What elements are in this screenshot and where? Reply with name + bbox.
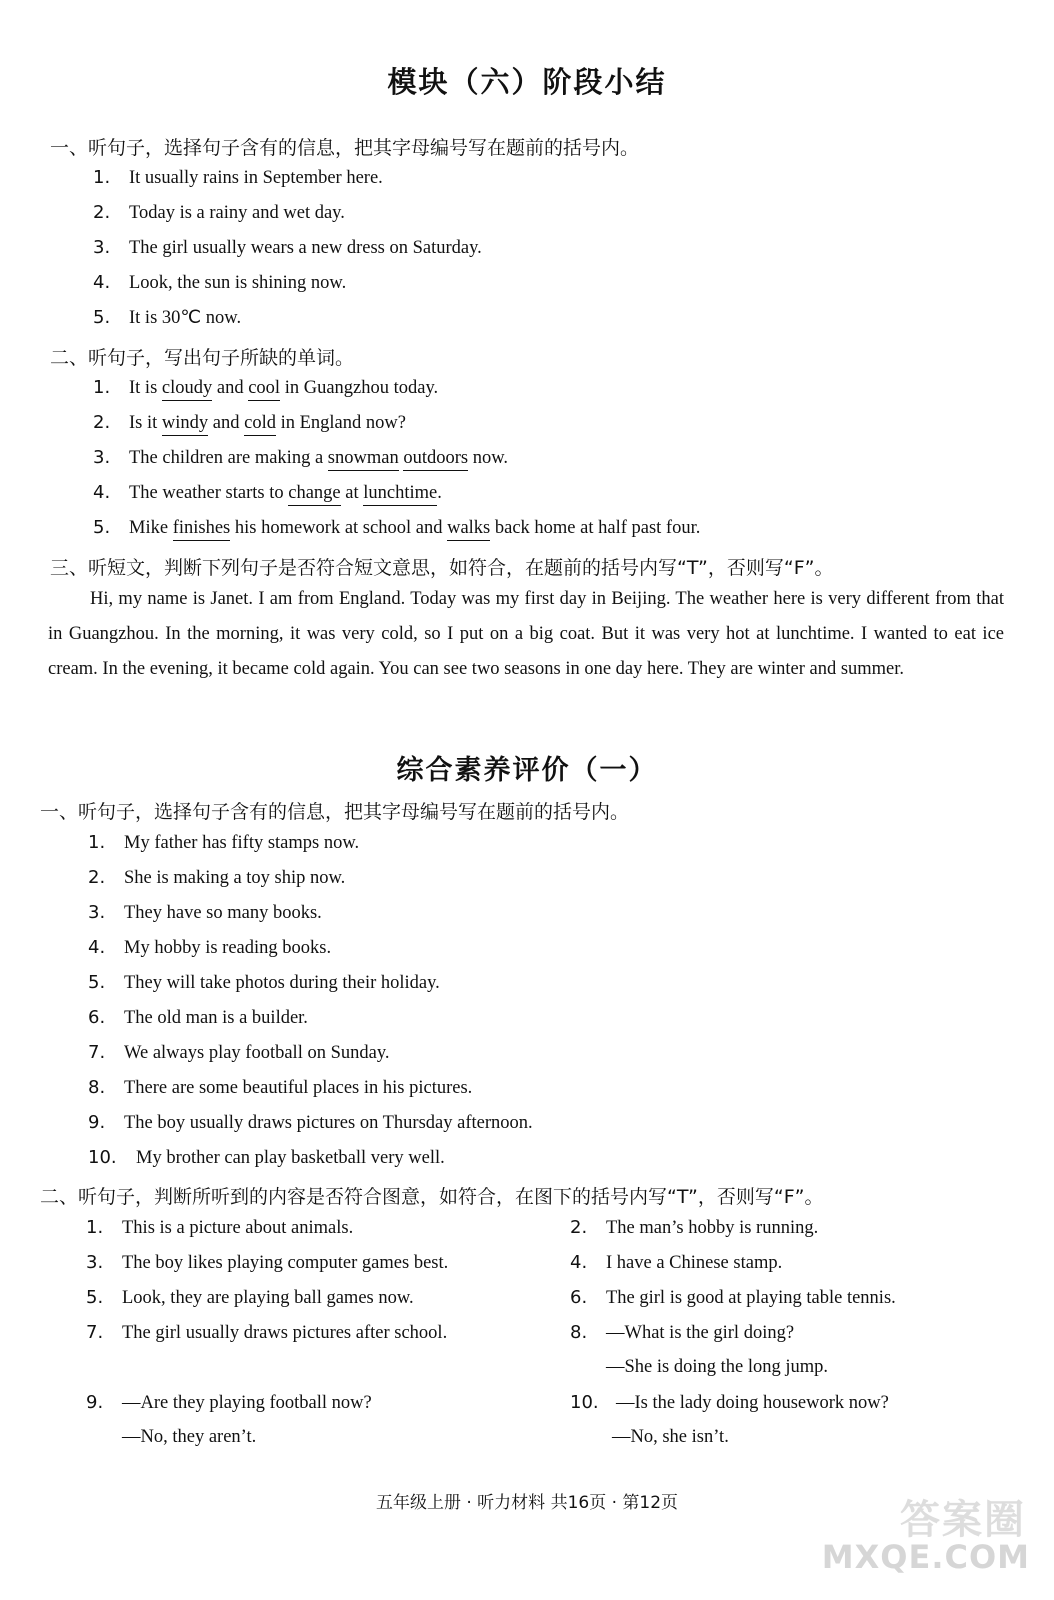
list-item: 2. She is making a toy ship now. bbox=[88, 867, 346, 888]
list-item: 7. We always play football on Sunday. bbox=[88, 1042, 390, 1063]
answer-word: snowman bbox=[328, 448, 399, 471]
answer-word: cool bbox=[248, 378, 280, 401]
answer-word: change bbox=[288, 483, 340, 506]
list-item: 9. —Are they playing football now? bbox=[86, 1392, 372, 1413]
section2-part1-heading: 一、听句子，选择句子含有的信息，把其字母编号写在题前的括号内。 bbox=[40, 801, 630, 823]
list-item: 1. It usually rains in September here. bbox=[93, 167, 383, 188]
list-item: 5. It is 30℃ now. bbox=[93, 307, 242, 328]
list-item: 4. Look, the sun is shining now. bbox=[93, 272, 347, 293]
list-item: 2. Is it windy and cold in England now? bbox=[93, 412, 406, 434]
list-item: 4. The weather starts to change at lunchtime. bbox=[93, 482, 442, 504]
list-item: 1. My father has fifty stamps now. bbox=[88, 832, 360, 853]
list-item-reply: —She is doing the long jump. bbox=[606, 1357, 828, 1377]
answer-word: lunchtime bbox=[363, 483, 437, 506]
list-item: 6. The girl is good at playing table tennis. bbox=[570, 1287, 896, 1308]
list-item: 4. I have a Chinese stamp. bbox=[570, 1252, 783, 1273]
list-item: 10. My brother can play basketball very well. bbox=[88, 1147, 445, 1168]
answer-word: windy bbox=[162, 413, 208, 436]
list-item: 8. There are some beautiful places in his pictures. bbox=[88, 1077, 473, 1098]
list-item: 9. The boy usually draws pictures on Thursday afternoon. bbox=[88, 1112, 533, 1133]
section2-part2-heading: 二、听句子，判断所听到的内容是否符合图意，如符合，在图下的括号内写“T”，否则写“F”。 bbox=[40, 1186, 824, 1208]
answer-word: finishes bbox=[173, 518, 231, 541]
answer-word: cold bbox=[244, 413, 276, 436]
list-item: 1. It is cloudy and cool in Guangzhou today. bbox=[93, 377, 438, 399]
list-item-reply: —No, she isn’t. bbox=[612, 1427, 729, 1447]
section1-part2-heading: 二、听句子，写出句子所缺的单词。 bbox=[50, 347, 355, 369]
section1-part3-heading: 三、听短文，判断下列句子是否符合短文意思，如符合，在题前的括号内写“T”，否则写“F”。 bbox=[50, 557, 834, 579]
list-item: 8. —What is the girl doing? bbox=[570, 1322, 795, 1343]
list-item: 2. Today is a rainy and wet day. bbox=[93, 202, 345, 223]
answer-word: walks bbox=[447, 518, 490, 541]
list-item: 5. Mike finishes his homework at school and walks back home at half past four. bbox=[93, 517, 700, 539]
list-item: 2. The man’s hobby is running. bbox=[570, 1217, 819, 1238]
list-item-reply: —No, they aren’t. bbox=[122, 1427, 257, 1447]
list-item: 10. —Is the lady doing housework now? bbox=[570, 1392, 889, 1413]
answer-word: outdoors bbox=[403, 448, 468, 471]
page-footer: 五年级上册 · 听力材料 共16页 · 第12页 bbox=[375, 1493, 679, 1513]
list-item: 7. The girl usually draws pictures after school. bbox=[86, 1322, 448, 1343]
list-item: 3. The children are making a snowman outdoors now. bbox=[93, 447, 508, 469]
watermark-text: MXQE.COM bbox=[821, 1538, 1030, 1576]
listening-passage: Hi, my name is Janet. I am from England. Today was my first day in Beijing. The weather here is very different from that in Guangzhou. In the morning, it was very cold, so I put on a big coat. But it was very hot at lunchtime. I wanted to eat ice cream. In the evening, it became cold again. You can see two seasons in one day here. They are winter and summer. bbox=[48, 589, 1004, 679]
list-item: 6. The old man is a builder. bbox=[88, 1007, 308, 1028]
list-item: 5. Look, they are playing ball games now. bbox=[86, 1287, 414, 1308]
section2-title: 综合素养评价（一） bbox=[396, 755, 658, 786]
list-item: 1. This is a picture about animals. bbox=[86, 1217, 354, 1238]
list-item: 3. The girl usually wears a new dress on Saturday. bbox=[93, 237, 482, 258]
watermark bbox=[821, 1486, 1030, 1576]
list-item: 5. They will take photos during their holiday. bbox=[88, 972, 440, 993]
list-item: 3. The boy likes playing computer games best. bbox=[86, 1252, 449, 1273]
section1-part1-heading: 一、听句子，选择句子含有的信息，把其字母编号写在题前的括号内。 bbox=[50, 137, 640, 159]
list-item: 4. My hobby is reading books. bbox=[88, 937, 332, 958]
watermark-logo-icon: 答案圈 bbox=[900, 1497, 1026, 1543]
list-item: 3. They have so many books. bbox=[88, 902, 322, 923]
answer-word: cloudy bbox=[162, 378, 212, 401]
section1-title: 模块（六）阶段小结 bbox=[387, 65, 667, 99]
